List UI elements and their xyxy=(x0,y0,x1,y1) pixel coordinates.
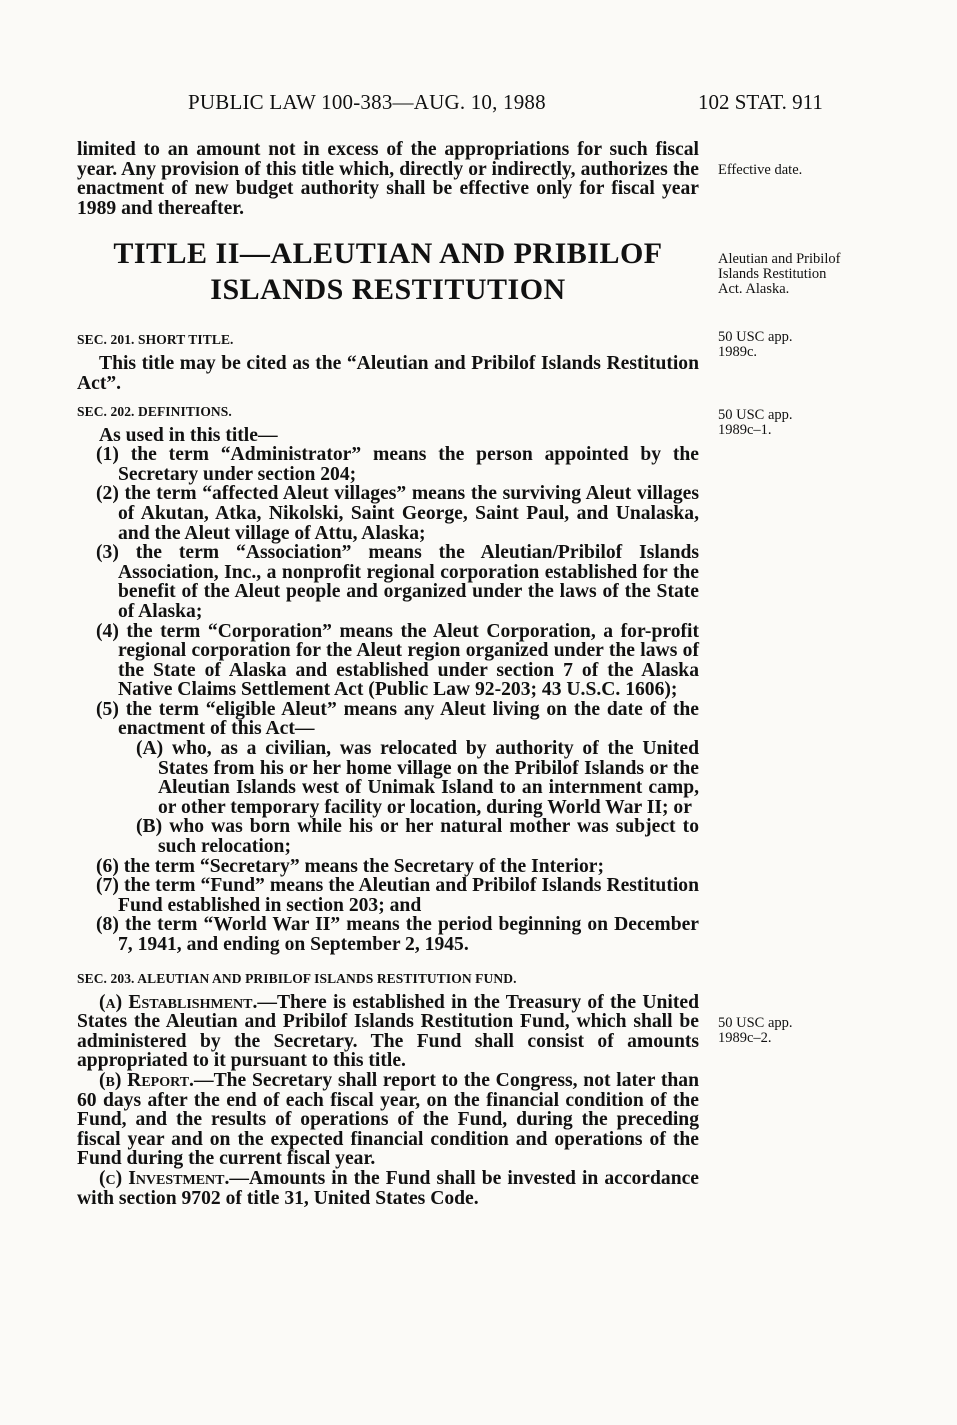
definition-item: (6) the term “Secretary” means the Secretary of the Interior; xyxy=(96,855,604,877)
definition-item: (5) the term “eligible Aleut” means any Aleut living on the date of the enactment of this Act— xyxy=(96,698,699,740)
definition-item: (1) the term “Administrator” means the person appointed by the Secretary under section 204; xyxy=(96,444,699,485)
margin-note-usc-1989c: 50 USC app. 1989c. xyxy=(718,329,793,360)
intro-paragraph: limited to an amount not in excess of the appropriations for such fiscal year. Any provision of this title which, directly or indirectly, authorizes the enactment of new budget authority shall be effective only for fiscal year 1989 and thereafter. xyxy=(77,139,699,219)
sec-203-c xyxy=(77,1169,699,1208)
sec-203-b xyxy=(77,1071,699,1169)
document-body xyxy=(77,140,699,1208)
sec-203-a-text: —There is established in the Treasury of the United States the Aleutian and Pribilof Islands Restitution Fund, which shall be administered by the Secretary. The Fund shall consist of amounts appropriated to it pursuant to this title. xyxy=(77,991,699,1072)
sec-202-heading: SEC. 202. DEFINITIONS. xyxy=(77,403,232,419)
margin-note-usc-1989c-1: 50 USC app. 1989c–1. xyxy=(718,407,793,438)
margin-note-effective-date: Effective date. xyxy=(718,162,803,178)
margin-note-usc-1989c-2: 50 USC app. 1989c–2. xyxy=(718,1015,793,1046)
definition-item: (3) the term “Association” means the Aleutian/Pribilof Islands Association, Inc., a nonprofit regional corporation established for the benefit of the Aleut people and organized under the laws of the State of Alaska; xyxy=(96,542,699,622)
sec-201-text: This title may be cited as the “Aleutian and Pribilof Islands Restitution Act”. xyxy=(77,353,699,394)
definition-subitem: (A) who, as a civilian, was relocated by authority of the United States from his or her home village on the Pribilof Islands or the Aleutian Islands west of Unimak Island to an internment camp, or other temporary facility or location, during World War II; or xyxy=(136,738,699,818)
definition-subitem: (B) who was born while his or her natural mother was subject to such relocation; xyxy=(136,816,699,858)
sec-203-c-text: —Amounts in the Fund shall be invested in accordance with section 9702 of title 31, United States Code. xyxy=(77,1167,699,1209)
page-header-title: PUBLIC LAW 100-383—AUG. 10, 1988 xyxy=(188,90,546,114)
page-header-stat: 102 STAT. 911 xyxy=(698,90,823,114)
definition-item: (7) the term “Fund” means the Aleutian and Pribilof Islands Restitution Fund established in section 203; and xyxy=(96,875,699,916)
definition-item: (4) the term “Corporation” means the Aleut Corporation, a for-profit regional corporation for the Aleut region organized under the laws of the State of Alaska and established under section 7 of the Alaska Native Claims Settlement Act (Public Law 92-203; 43 U.S.C. 1606); xyxy=(96,620,699,701)
sec-203-b-label: (b) Report. xyxy=(99,1069,194,1091)
title-heading xyxy=(77,236,699,308)
sec-201-heading: SEC. 201. SHORT TITLE. xyxy=(77,332,234,348)
sec-203-a xyxy=(77,993,699,1071)
title-line-1: TITLE II—ALEUTIAN AND PRIBILOF xyxy=(113,237,663,271)
margin-note-act-name: Aleutian and Pribilof Islands Restitution Act. Alaska. xyxy=(718,251,841,297)
sec-203-a-label: (a) Establishment. xyxy=(99,991,258,1013)
sec-203-c-label: (c) Investment. xyxy=(99,1167,230,1189)
sec-202-lead: As used in this title— xyxy=(99,424,278,446)
sec-203-heading: SEC. 203. ALEUTIAN AND PRIBILOF ISLANDS RESTITUTION FUND. xyxy=(77,970,517,986)
definition-item: (2) the term “affected Aleut villages” means the surviving Aleut villages of Akutan, Atka, Nikolski, Saint George, Saint Paul, and Unalaska, and the Aleut village of Attu, Alaska; xyxy=(96,483,699,544)
sec-203-b-text: —The Secretary shall report to the Congress, not later than 60 days after the end of each fiscal year, on the financial condition of the Fund, and the results of operations of the Fund, during the preceding fiscal year and on the expected financial condition and operations of the Fund during the current fiscal year. xyxy=(77,1069,699,1170)
page-header xyxy=(0,90,957,120)
title-line-2: ISLANDS RESTITUTION xyxy=(210,273,566,307)
definition-item: (8) the term “World War II” means the period beginning on December 7, 1941, and ending on September 2, 1945. xyxy=(96,914,699,955)
